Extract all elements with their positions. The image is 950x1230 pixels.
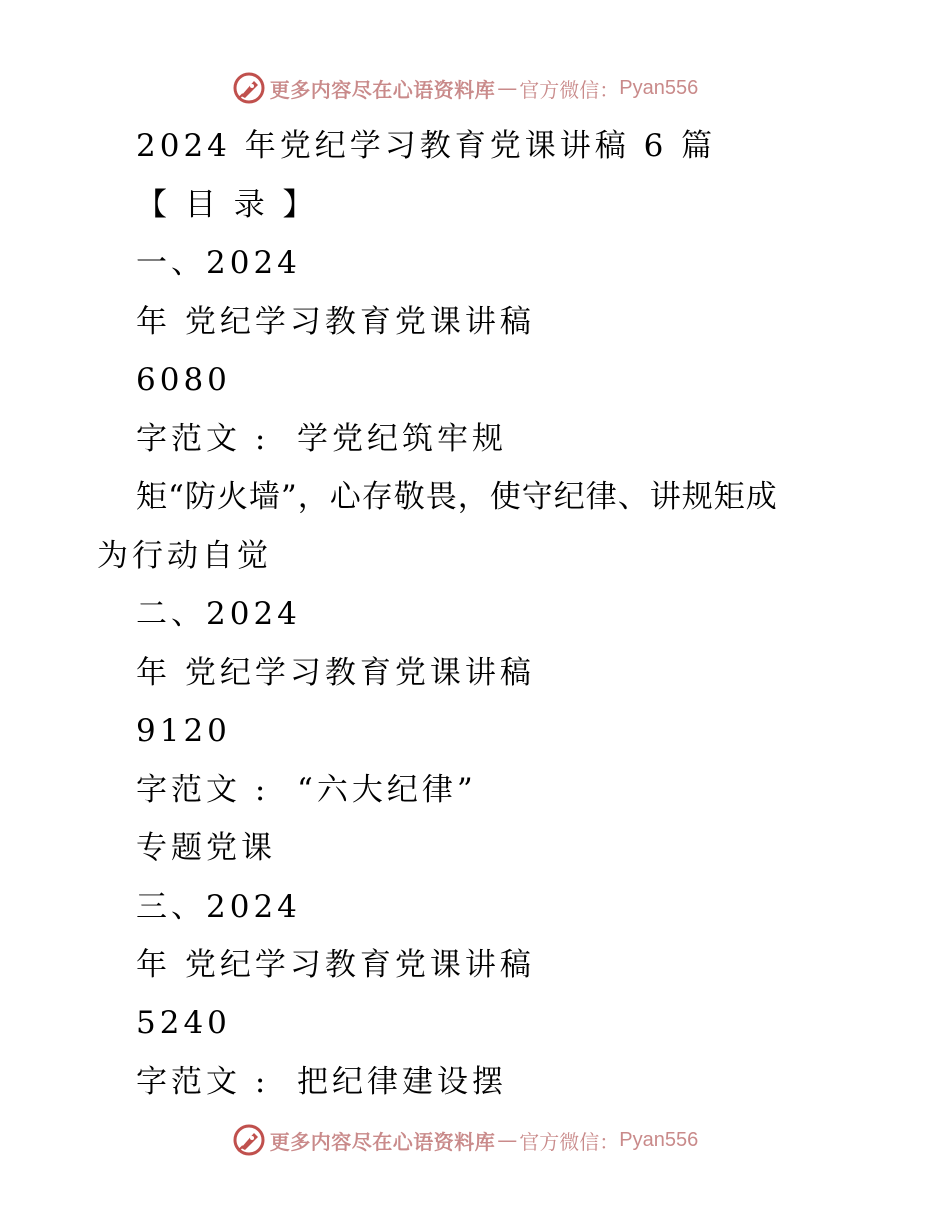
watermark-dash: — [497,76,518,100]
toc-line: 为行动自觉 [97,538,272,574]
watermark-wechat-id: Pyan556 [619,76,699,99]
toc-line: 年 党纪学习教育党课讲稿 [136,947,535,983]
toc-line: 三、2024 [136,889,301,925]
watermark-dash: — [497,1128,518,1152]
toc-line: 9120 [136,713,231,749]
toc-line: 字范文 : 学党纪筑牢规 [136,421,508,457]
toc-line: 年 党纪学习教育党课讲稿 [136,655,535,691]
toc-line: 字范文 : 把纪律建设摆 [136,1064,508,1100]
toc-heading: 【 目 录 】 [136,187,318,223]
toc-line: 专题党课 [136,830,276,866]
watermark-wechat-label: 官方微信： [519,77,620,102]
toc-line: 一、2024 [136,245,301,281]
document-title: 2024 年党纪学习教育党课讲稿 6 篇 [136,128,717,164]
toc-line: 二、2024 [136,596,301,632]
toc-line: 字范文 : “六大纪律” [136,772,477,808]
footer-watermark [0,1120,950,1160]
toc-line: 6080 [136,362,231,398]
watermark-text: 更多内容尽在心语资料库 [269,1129,496,1154]
watermark-text: 更多内容尽在心语资料库 [269,77,496,102]
watermark-wechat-label: 官方微信： [519,1129,620,1154]
pen-nib-logo-icon [232,1123,266,1157]
toc-line: 年 党纪学习教育党课讲稿 [136,304,535,340]
toc-line: 矩“防火墙”，心存敬畏，使守纪律、讲规矩成 [136,479,778,515]
pen-nib-logo-icon [232,71,266,105]
toc-line: 5240 [136,1005,231,1041]
watermark-wechat-id: Pyan556 [619,1128,699,1151]
header-watermark [0,68,950,108]
